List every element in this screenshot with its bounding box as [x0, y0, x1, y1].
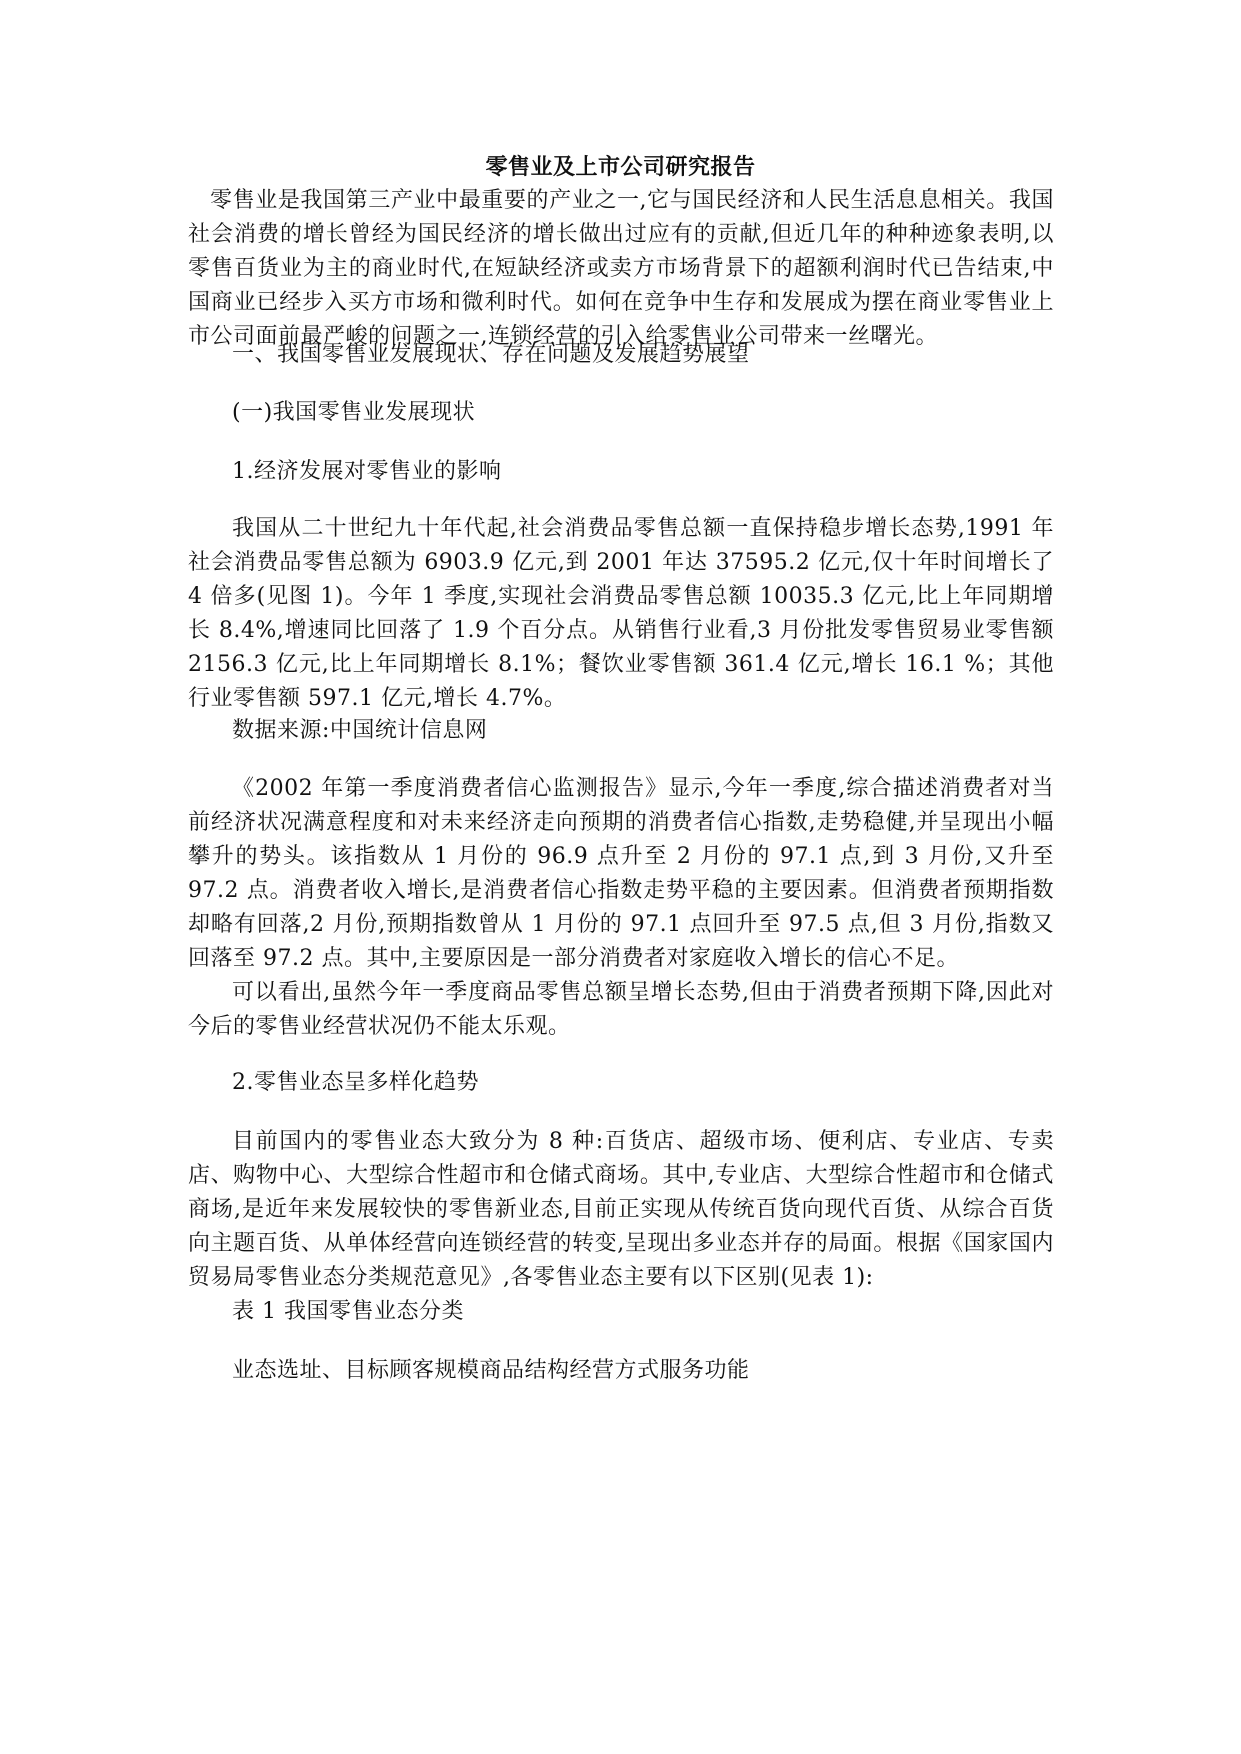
confidence-paragraph: 《2002 年第一季度消费者信心监测报告》显示,今年一季度,综合描述消费者对当前经济状况满意程度和对未来经济走向预期的消费者信心指数,走势稳健,并呈现出小幅攀升的势头。该指数从 1 月份的 96.9 点升至 2 月份的 97.1 点,到 3 月份,又升至 97.2 点。消费者收入增长,是消费者信心指数走势平稳的主要因素。但消费者预期指数却略有回落,2 月份,预期指数曾从 1 月份的 97.1 点回升至 97.5 点,但 3 月份,指数又回落至 97.2 点。其中,主要原因是一部分消费者对家庭收入增长的信心不足。: [188, 776, 1054, 971]
outlook-paragraph: 可以看出,虽然今年一季度商品零售总额呈增长态势,但由于消费者预期下降,因此对今后的零售业经营状况仍不能太乐观。: [188, 980, 1054, 1039]
document-title: 零售业及上市公司研究报告: [485, 154, 756, 180]
subsection-heading: (一)我国零售业发展现状: [232, 400, 476, 425]
section-heading: 一、我国零售业发展现状、存在问题及发展趋势展望: [232, 342, 750, 367]
table-header-row: 业态选址、目标顾客规模商品结构经营方式服务功能: [232, 1358, 750, 1383]
item-heading: 1.经济发展对零售业的影响: [232, 459, 502, 484]
intro-paragraph: 零售业是我国第三产业中最重要的产业之一,它与国民经济和人民生活息息相关。我国社会消费的增长曾经为国民经济的增长做出过应有的贡献,但近几年的种种迹象表明,以零售百货业为主的商业时代,在短缺经济或卖方市场背景下的超额利润时代已告结束,中国商业已经步入买方市场和微利时代。如何在竞争中生存和发展成为摆在商业零售业上市公司面前最严峻的问题之一,连锁经营的引入给零售业公司带来一丝曙光。: [188, 188, 1054, 349]
growth-paragraph: 我国从二十世纪九十年代起,社会消费品零售总额一直保持稳步增长态势,1991 年社会消费品零售总额为 6903.9 亿元,到 2001 年达 37595.2 亿元,仅十年时间增长了 4 倍多(见图 1)。今年 1 季度,实现社会消费品零售总额 10035.3 亿元,比上年同期增长 8.4%,增速同比回落了 1.9 个百分点。从销售行业看,3 月份批发零售贸易业零售额 2156.3 亿元,比上年同期增长 8.1%；餐饮业零售额 361.4 亿元,增长 16.1 %；其他行业零售额 597.1 亿元,增长 4.7%。: [188, 516, 1054, 711]
formats-paragraph: 目前国内的零售业态大致分为 8 种:百货店、超级市场、便利店、专业店、专卖店、购物中心、大型综合性超市和仓储式商场。其中,专业店、大型综合性超市和仓储式商场,是近年来发展较快的零售新业态,目前正实现从传统百货向现代百货、从综合百货向主题百货、从单体经营向连锁经营的转变,呈现出多业态并存的局面。根据《国家国内贸易局零售业态分类规范意见》,各零售业态主要有以下区别(见表 1):: [188, 1129, 1054, 1290]
item-heading: 2.零售业态呈多样化趋势: [232, 1070, 479, 1095]
data-source-note: 数据来源:中国统计信息网: [232, 718, 488, 743]
table-caption: 表 1 我国零售业态分类: [232, 1299, 464, 1324]
